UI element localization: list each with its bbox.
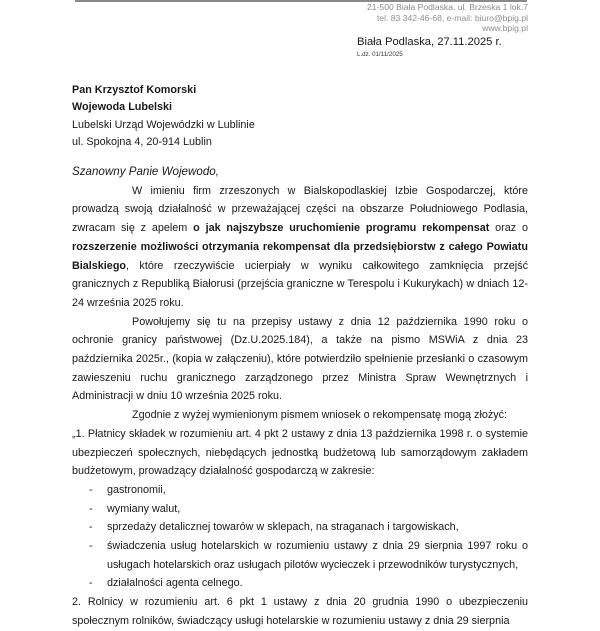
recipient-block xyxy=(72,82,255,151)
appeal-bold-extension: rozszerzenie możliwości otrzymania rekompensat dla przedsiębiorstw z całego Powiatu Bialskiego xyxy=(72,240,528,272)
place-and-date: Biała Podlaska, 27.11.2025 r. xyxy=(357,36,502,48)
dash-bullet: - xyxy=(89,483,93,496)
letterhead-contact xyxy=(367,2,528,34)
letterhead-address: 21-500 Biała Podlaska, ul. Brzeska 1 lok.7 xyxy=(367,2,528,12)
activity-text: świadczenia usług hotelarskich w rozumieniu ustawy z dnia 29 sierpnia 1997 roku o usługach hotelarskich oraz usługach pilotów wycieczek i przewodników turystycznych, xyxy=(107,540,528,571)
dash-bullet: - xyxy=(89,502,93,515)
activity-text: sprzedaży detalicznej towarów w sklepach, na straganach i targowiskach, xyxy=(107,521,459,534)
recipient-office: Lubelski Urząd Wojewódzki w Lublinie xyxy=(72,118,255,131)
activity-list xyxy=(72,481,528,593)
activity-list-item xyxy=(72,537,528,574)
dash-bullet: - xyxy=(89,577,93,590)
greeting: Szanowny Panie Wojewodo, xyxy=(72,165,219,178)
appeal-text-e: , które rzeczywiście ucierpiały w wyniku całkowitego zamknięcia przejść granicznych z Republiką Białorusi (przejścia graniczne w Terespolu i Kukurykach) w dniach 12-24 września 2025 roku. xyxy=(72,259,528,309)
recipient-address: ul. Spokojna 4, 20-914 Lublin xyxy=(72,135,212,148)
dash-bullet: - xyxy=(89,540,93,553)
eligibility-item-2: 2. Rolnicy w rozumieniu art. 6 pkt 1 ustawy z dnia 20 grudnia 1990 o ubezpieczeniu społecznym rolników, świadczący usługi hotelarskie w rozumieniu ustawy z dnia 29 sierpnia xyxy=(72,596,528,627)
activity-list-item xyxy=(72,518,528,537)
activity-list-item xyxy=(72,481,528,500)
appeal-text-c: oraz o xyxy=(489,222,528,235)
recipient-name: Pan Krzysztof Komorski xyxy=(72,84,197,96)
paragraph-eligibility-intro: Zgodnie z wyżej wymienionym pismem wniosek o rekompensatę mogą złożyć: xyxy=(132,409,508,422)
activity-list-item xyxy=(72,574,528,593)
eligibility-item-1: „1. Płatnicy składek w rozumieniu art. 4 pkt 2 ustawy z dnia 13 października 1998 r. o systemie ubezpieczeń społecznych, niebędących jednostką budżetową lub samorządowym zakładem budżetowym, prowadzący działalność gospodarczą w zakresie: xyxy=(72,427,528,478)
dash-bullet: - xyxy=(89,521,93,534)
activity-text: działalności agenta celnego. xyxy=(107,577,243,590)
reference-number: L.dz. 01/11/2025 xyxy=(357,51,403,58)
activity-list-item xyxy=(72,500,528,519)
paragraph-appeal xyxy=(72,182,528,313)
activity-text: gastronomii, xyxy=(107,483,166,496)
letterhead-website: www.bpig.pl xyxy=(482,23,528,34)
activity-text: wymiany walut, xyxy=(107,502,181,515)
letter-body xyxy=(72,163,528,631)
appeal-bold-compensation: o jak najszybsze uruchomienie programu rekompensat xyxy=(193,222,490,235)
paragraph-legal-basis: Powołujemy się tu na przepisy ustawy z dnia 12 października 1990 roku o ochronie granicy państwowej (Dz.U.2025.184), a także na pismo MSWiA z dnia 23 października 2025r., (kopia w załączeniu), które potwierdziło spełnienie przesłanki o czasowym zawieszeniu ruchu granicznego zarządzonego przez Ministra Spraw Wewnętrznych i Administracji w dniu 10 września 2025 roku. xyxy=(72,315,528,403)
recipient-title: Wojewoda Lubelski xyxy=(72,101,172,114)
appeal-text-a: W imieniu firm zrzeszonych w Bialskopodlaskiej Izbie Gospodarczej, które prowadzą swoją działalność w przeważającej części na obszarze Południowego Podlasia, zwracam się z apelem xyxy=(72,184,528,235)
letterhead-contact-line: tel. 83 342-46-68, e-mail: biuro@bpig.pl xyxy=(376,12,528,23)
